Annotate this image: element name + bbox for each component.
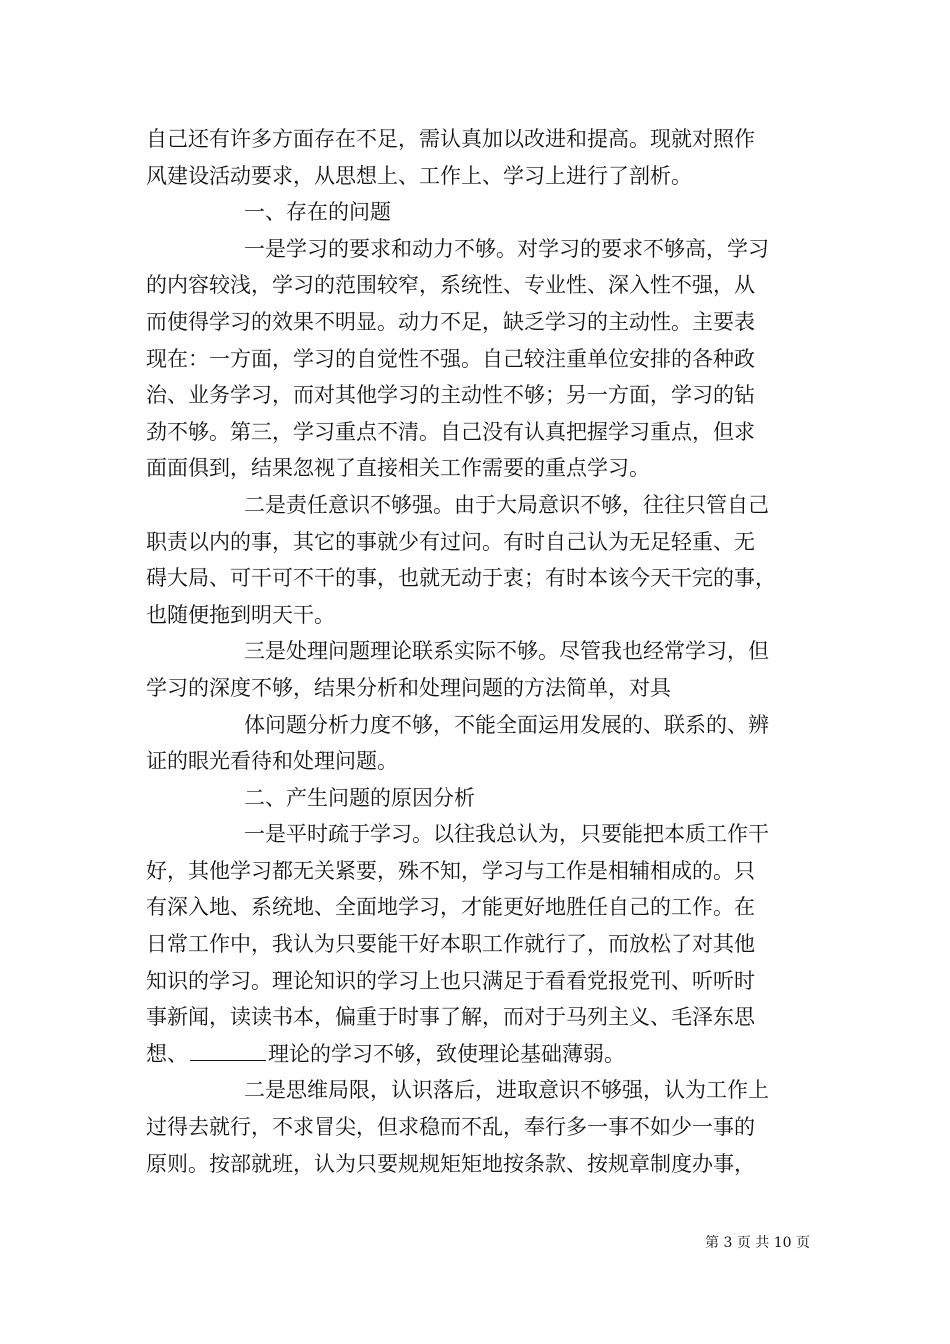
text-line: 事新闻，读读书本，偏重于时事了解，而对于马列主义、毛泽东思	[146, 1005, 755, 1030]
text-line: 知识的学习。理论知识的学习上也只满足于看看党报党刊、听听时	[146, 968, 755, 993]
text-line: 二是责任意识不够强。由于大局意识不够，往往只管自己	[244, 492, 769, 517]
text-line: 三是处理问题理论联系实际不够。尽管我也经常学习，但	[244, 639, 769, 664]
text-line: 体问题分析力度不够，不能全面运用发展的、联系的、辨	[244, 712, 769, 737]
text-line: 二是思维局限，认识落后，进取意识不够强，认为工作上	[244, 1078, 769, 1103]
text-line: 现在：一方面，学习的自觉性不强。自己较注重单位安排的各种政	[146, 346, 755, 371]
section-heading: 二、产生问题的原因分析	[244, 785, 475, 810]
blank-line-prefix: 想、	[146, 1041, 188, 1066]
text-line: 过得去就行，不求冒尖，但求稳而不乱，奉行多一事不如少一事的	[146, 1115, 755, 1140]
page-number: 第 3 页 共 10 页	[705, 1235, 810, 1251]
text-line-with-blank	[146, 1036, 811, 1073]
text-line: 治、业务学习，而对其他学习的主动性不够；另一方面，学习的钻	[146, 383, 755, 408]
section-heading: 一、存在的问题	[244, 200, 391, 225]
text-line: 一是学习的要求和动力不够。对学习的要求不够高，学习	[244, 236, 769, 261]
body-text	[146, 121, 811, 1182]
text-line: 原则。按部就班，认为只要规规矩矩地按条款、按规章制度办事，	[146, 1151, 755, 1176]
text-line: 面面俱到，结果忽视了直接相关工作需要的重点学习。	[146, 456, 650, 481]
text-line: 碍大局、可干可不干的事，也就无动于衷；有时本该今天干完的事，	[146, 566, 776, 591]
text-line: 一是平时疏于学习。以往我总认为，只要能把本质工作干	[244, 822, 769, 847]
text-line: 的内容较浅，学习的范围较窄，系统性、专业性、深入性不强，从	[146, 273, 755, 298]
text-line: 证的眼光看待和处理问题。	[146, 749, 398, 774]
text-line: 也随便拖到明天干。	[146, 602, 335, 627]
text-line: 劲不够。第三，学习重点不清。自己没有认真把握学习重点，但求	[146, 419, 755, 444]
text-line: 好，其他学习都无关紧要，殊不知，学习与工作是相辅相成的。只	[146, 858, 755, 883]
text-line: 学习的深度不够，结果分析和处理问题的方法简单，对具	[146, 675, 671, 700]
text-line: 而使得学习的效果不明显。动力不足，缺乏学习的主动性。主要表	[146, 309, 755, 334]
blank-line-suffix: 理论的学习不够，致使理论基础薄弱。	[268, 1041, 625, 1066]
text-line: 自己还有许多方面存在不足，需认真加以改进和提高。现就对照作	[146, 127, 755, 151]
text-line: 风建设活动要求，从思想上、工作上、学习上进行了剖析。	[146, 163, 692, 188]
text-line: 有深入地、系统地、全面地学习，才能更好地胜任自己的工作。在	[146, 895, 755, 920]
fill-in-blank	[190, 1042, 266, 1061]
text-line: 职责以内的事，其它的事就少有过问。有时自己认为无足轻重、无	[146, 529, 755, 554]
text-line: 日常工作中，我认为只要能干好本职工作就行了，而放松了对其他	[146, 932, 755, 957]
